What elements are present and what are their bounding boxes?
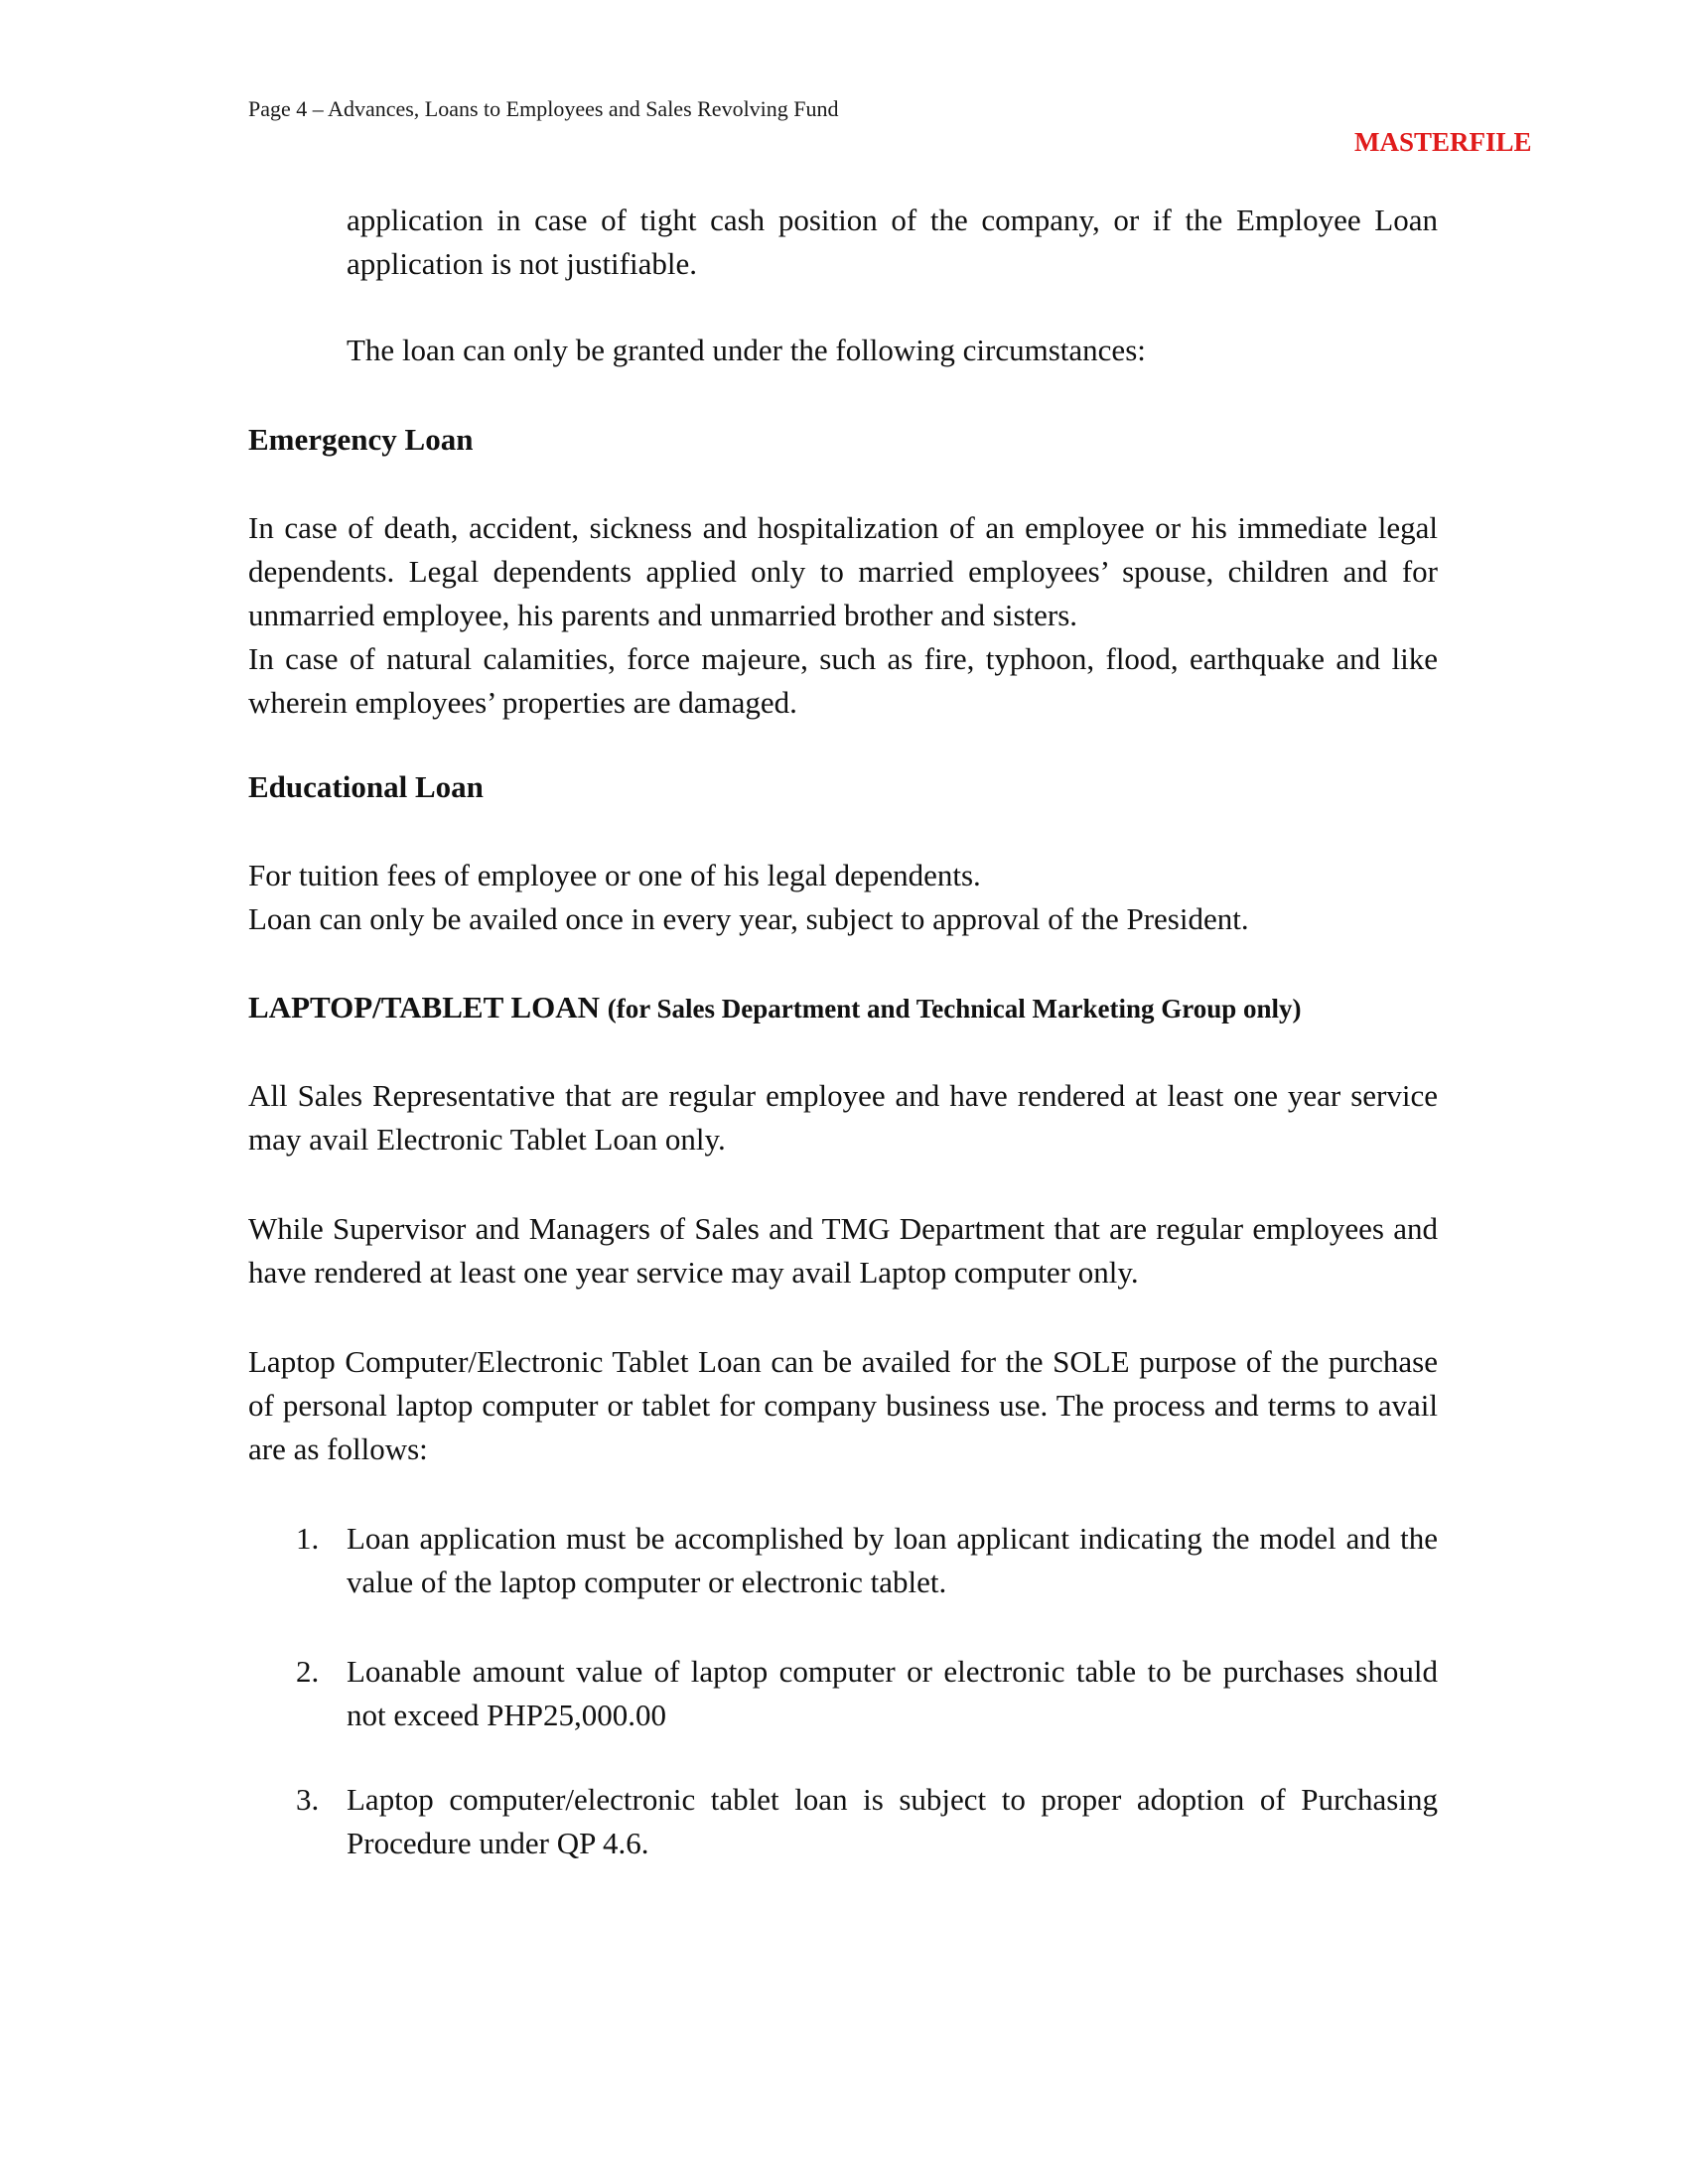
- list-number: 3.: [296, 1782, 320, 1817]
- educational-loan-line-2: Loan can only be availed once in every year, subject to approval of the President.: [248, 901, 1249, 936]
- intro-continuation: application in case of tight cash position of the company, or if the Employee Loan application is not justifiable.: [347, 203, 1438, 281]
- laptop-loan-heading-title: LAPTOP/TABLET LOAN: [248, 990, 601, 1024]
- laptop-loan-heading-note: (for Sales Department and Technical Marketing Group only): [607, 994, 1302, 1024]
- educational-loan-heading: Educational Loan: [248, 769, 484, 804]
- list-text: Laptop computer/electronic tablet loan is subject to proper adoption of Purchasing Procedure under QP 4.6.: [347, 1782, 1438, 1860]
- laptop-loan-para-2: While Supervisor and Managers of Sales and TMG Department that are regular employees and have rendered at least one year service may avail Laptop computer only.: [248, 1211, 1438, 1290]
- list-text: Loan application must be accomplished by loan applicant indicating the model and the value of the laptop computer or electronic tablet.: [347, 1521, 1438, 1599]
- list-number: 1.: [296, 1521, 320, 1556]
- intro-circumstances: The loan can only be granted under the following circumstances:: [347, 333, 1146, 367]
- emergency-loan-heading: Emergency Loan: [248, 422, 474, 457]
- laptop-loan-heading: [248, 986, 1489, 1030]
- emergency-loan-para-1: In case of death, accident, sickness and hospitalization of an employee or his immediate legal dependents. Legal dependents applied only to married employees’ spouse, children and for unmarried employee, his parents and unmarried brother and sisters.: [248, 510, 1438, 632]
- laptop-loan-para-1: All Sales Representative that are regular employee and have rendered at least one year service may avail Electronic Tablet Loan only.: [248, 1078, 1438, 1157]
- running-header: Page 4 – Advances, Loans to Employees and Sales Revolving Fund: [248, 96, 839, 121]
- list-number: 2.: [296, 1654, 320, 1689]
- masterfile-stamp: MASTERFILE: [1354, 127, 1532, 157]
- laptop-loan-para-3: Laptop Computer/Electronic Tablet Loan can be availed for the SOLE purpose of the purchase of personal laptop computer or tablet for company business use. The process and terms to avail are as follows:: [248, 1344, 1438, 1466]
- list-text: Loanable amount value of laptop computer or electronic table to be purchases should not exceed PHP25,000.00: [347, 1654, 1438, 1732]
- emergency-loan-para-2: In case of natural calamities, force majeure, such as fire, typhoon, flood, earthquake and like wherein employees’ properties are damaged.: [248, 641, 1438, 720]
- educational-loan-line-1: For tuition fees of employee or one of his legal dependents.: [248, 858, 981, 892]
